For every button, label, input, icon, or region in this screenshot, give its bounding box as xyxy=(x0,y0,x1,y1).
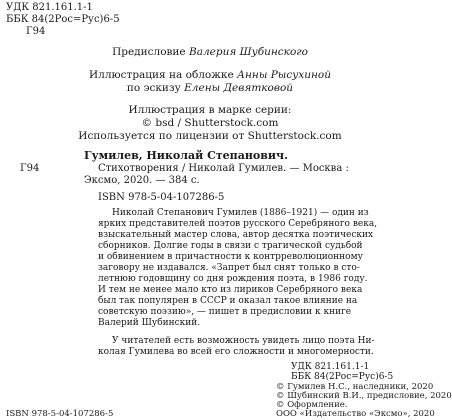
sketch-prefix: по эскизу xyxy=(126,82,185,94)
author-sign-code: Г94 xyxy=(26,26,46,37)
preface-prefix: Предисловие xyxy=(112,46,189,58)
bbk-code: ББК 84(2Рос=Рус)6-5 xyxy=(6,14,120,25)
annotation-line: колая Гумилева во всей его сложности и многомерности. xyxy=(98,347,374,357)
annotation-line: ярких представителей поэтов русского Серебряного века, xyxy=(98,219,378,229)
footer-bbk-code: ББК 84(2Рос=Рус)6-5 xyxy=(291,372,394,382)
copyright-line4: ООО «Издательство «Эксмо», 2020 xyxy=(276,409,435,419)
annotation-line: был так популярен в СССР и оказал такое влияние на xyxy=(98,296,358,306)
series-credit-line1: Иллюстрация в марке серии: xyxy=(128,104,292,116)
footer-isbn: ISBN 978-5-04-107286-5 xyxy=(6,409,114,419)
copyright-line3: © Оформление. xyxy=(276,400,348,410)
annotation-paragraph-1 xyxy=(98,208,376,329)
copyright-line2: © Шубинский В.И., предисловие, 2020 xyxy=(276,391,452,401)
cover-credit xyxy=(0,69,420,81)
annotation-line: Валерий Шубинский. xyxy=(98,318,201,328)
record-title-line2: Эксмо, 2020. — 384 с. xyxy=(84,175,200,186)
annotation-line: взыскательный мастер слова, автор десятка поэтических xyxy=(98,230,374,240)
record-author: Гумилев, Николай Степанович. xyxy=(84,149,288,162)
record-code: Г94 xyxy=(20,163,40,174)
sketch-credit xyxy=(0,82,420,94)
preface-name: Валерия Шубинского xyxy=(188,46,308,58)
copyright-line1: © Гумилев Н.С., наследники, 2020 xyxy=(276,382,434,392)
annotation-line: сборников. Долгие годы в связи с трагической судьбой xyxy=(98,241,363,251)
cover-name: Анны Рысухиной xyxy=(237,69,331,81)
preface-credit xyxy=(0,46,420,58)
annotation-line: И тем не менее мало кто из лириков Серебряного века xyxy=(98,285,363,295)
record-isbn: ISBN 978-5-04-107286-5 xyxy=(98,192,225,203)
series-credit-line2: © bsd / Shutterstock.com xyxy=(141,117,279,129)
annotation xyxy=(98,208,376,329)
annotation-line: Николай Степанович Гумилев (1886–1921) — один из xyxy=(112,208,369,218)
annotation-line: советскую поэзию», — пишет в предисловии к книге xyxy=(98,307,352,317)
annotation-paragraph-2 xyxy=(98,336,376,358)
cover-prefix: Иллюстрация на обложке xyxy=(89,69,238,81)
sketch-name: Елены Девятковой xyxy=(184,82,294,94)
series-credit-line3: Используется по лицензии от Shutterstock.com xyxy=(78,130,342,142)
annotation-line: У читателей есть возможность увидеть лицо поэта Ни- xyxy=(112,336,375,346)
udk-code: УДК 821.161.1-1 xyxy=(6,2,93,13)
annotation-line: заговору не издавался. «Запрет был снят только в сто- xyxy=(98,263,360,273)
annotation-2 xyxy=(98,336,376,358)
footer-udk-code: УДК 821.161.1-1 xyxy=(291,362,370,372)
record-title-line1: Стихотворения / Николай Гумилев. — Москва : xyxy=(98,163,349,174)
annotation-line: и обвинением в причастности к контрреволюционному xyxy=(98,252,363,262)
annotation-line: летнюю годовщину со дня рождения поэта, в 1986 году. xyxy=(98,274,368,284)
